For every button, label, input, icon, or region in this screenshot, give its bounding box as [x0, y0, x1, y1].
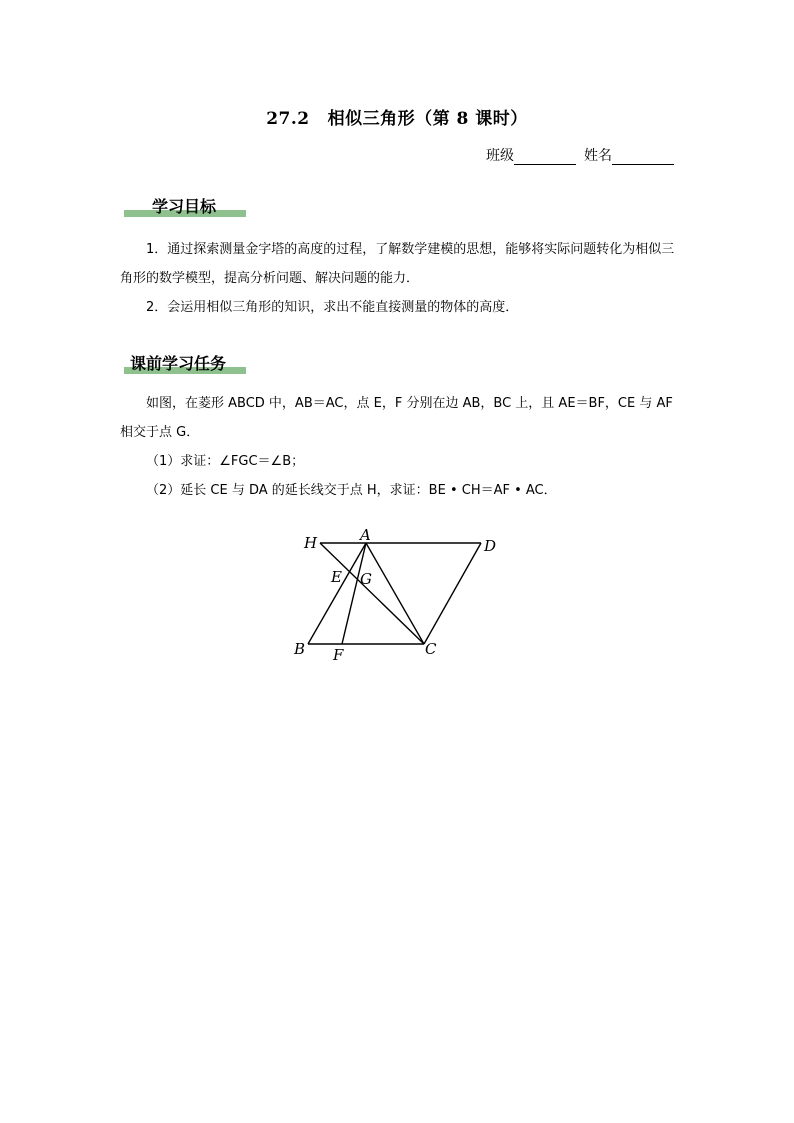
objectives-heading-text: 学习目标	[152, 197, 217, 216]
label-G: G	[360, 570, 372, 588]
problem-statement: 如图，在菱形 ABCD 中，AB＝AC，点 E，F 分别在边 AB，BC 上，且 AE＝BF，CE 与 AF 相交于点 G．	[120, 396, 673, 440]
segment-DC	[424, 543, 481, 644]
label-F: F	[333, 646, 344, 664]
segment-AC	[366, 543, 424, 644]
segment-HC	[320, 543, 424, 644]
label-C: C	[425, 640, 437, 658]
label-A: A	[360, 526, 371, 544]
problem-part-2: （2）延长 CE 与 DA 的延长线交于点 H，求证：BE • CH＝AF • AC．	[146, 483, 557, 498]
label-B: B	[294, 640, 306, 658]
segment-AB	[308, 543, 366, 644]
problem-part-1: （1）求证：∠FGC＝∠B；	[146, 454, 305, 469]
label-H: H	[304, 534, 318, 552]
lesson-number: 27.2	[266, 109, 310, 129]
name-label: 姓名	[584, 148, 612, 164]
label-D: D	[484, 537, 497, 555]
lesson-title: 相似三角形（第 8 课时）	[327, 109, 528, 129]
class-label: 班级	[486, 148, 514, 164]
pretask-heading-text: 课前学习任务	[130, 354, 227, 373]
label-E: E	[331, 568, 342, 586]
objective-item-1: 1．通过探索测量金字塔的高度的过程，了解数学建模的思想，能够将实际问题转化为相似三角形的数学模型，提高分析问题、解决问题的能力．	[120, 242, 675, 286]
segment-AF	[342, 543, 366, 644]
objective-item-2: 2．会运用相似三角形的知识，求出不能直接测量的物体的高度．	[146, 300, 519, 315]
